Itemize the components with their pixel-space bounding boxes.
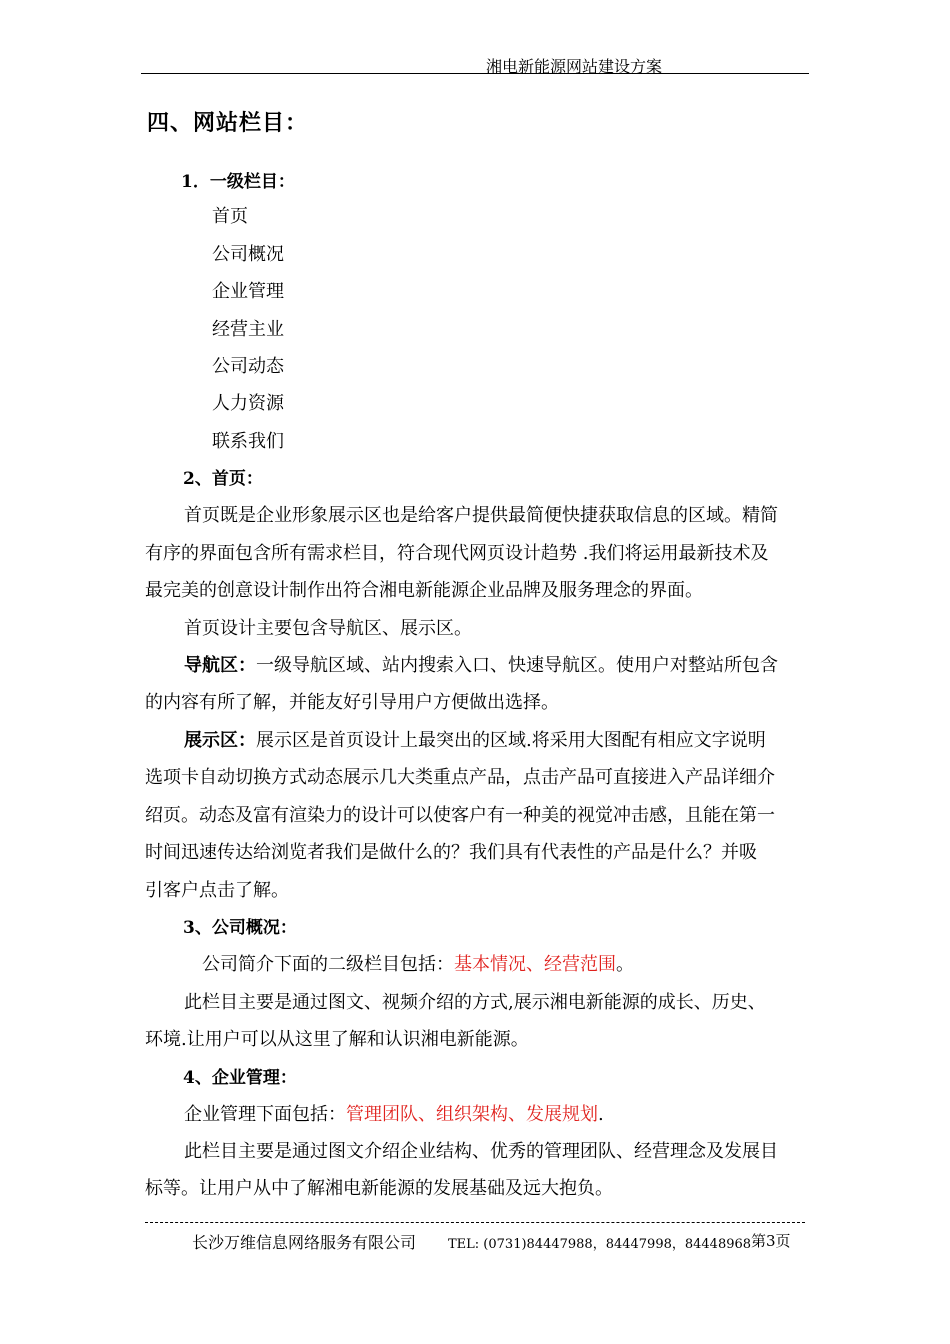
s3-p1-post: 。 (616, 954, 634, 975)
nav-item-business: 经营主业 (212, 319, 284, 340)
s4-heading: 4、企业管理： (183, 1068, 297, 1088)
s3-p1-pre: 公司简介下面的二级栏目包括： (202, 954, 454, 975)
s2-show-line2: 选项卡自动切换方式动态展示几大类重点产品，点击产品可直接进入产品详细介 (145, 767, 775, 788)
s4-subsections-highlight: 管理团队、组织架构、发展规划 (346, 1104, 598, 1125)
s2-show-line5: 引客户点击了解。 (145, 880, 289, 901)
s2-show-line3: 绍页。动态及富有渲染力的设计可以使客户有一种美的视觉冲击感，且能在第一 (145, 805, 775, 826)
s2-p1-line3: 最完美的创意设计制作出符合湘电新能源企业品牌及服务理念的界面。 (145, 580, 703, 601)
nav-item-hr: 人力资源 (212, 393, 284, 414)
section-title: 四、网站栏目： (147, 110, 309, 136)
nav-item-contact: 联系我们 (212, 431, 284, 452)
s2-p1-line1: 首页既是企业形象展示区也是给客户提供最简便快捷获取信息的区域。精简 (184, 505, 778, 526)
s3-p1 (202, 950, 634, 976)
s3-p2-line1: 此栏目主要是通过图文、视频介绍的方式,展示湘电新能源的成长、历史、 (184, 992, 766, 1013)
footer-rule (145, 1222, 805, 1223)
s1-heading: 1．一级栏目： (181, 172, 295, 192)
s4-p1-post: . (598, 1104, 604, 1125)
s4-p2-line2: 标等。让用户从中了解湘电新能源的发展基础及远大抱负。 (145, 1178, 613, 1199)
s3-p2-line2: 环境.让用户可以从这里了解和认识湘电新能源。 (145, 1029, 529, 1050)
s2-heading: 2、首页： (183, 469, 263, 489)
show-area-text: 展示区是首页设计上最突出的区域.将采用大图配有相应文字说明 (256, 730, 766, 751)
nav-item-home: 首页 (212, 206, 248, 227)
nav-item-news: 公司动态 (212, 356, 284, 377)
s4-p1-pre: 企业管理下面包括： (184, 1104, 346, 1125)
s4-p1 (184, 1100, 604, 1126)
header-rule (141, 73, 809, 74)
nav-item-management: 企业管理 (212, 281, 284, 302)
page-number: 第3页 (751, 1232, 791, 1250)
nav-item-company-overview: 公司概况 (212, 244, 284, 265)
footer-tel: TEL: (0731)84447988，84447998，84448968 (448, 1237, 752, 1252)
nav-area-text: 一级导航区域、站内搜索入口、快速导航区。使用户对整站所包含 (256, 655, 778, 676)
show-area-label: 展示区： (184, 730, 256, 751)
s4-p2-line1: 此栏目主要是通过图文介绍企业结构、优秀的管理团队、经营理念及发展目 (184, 1141, 778, 1162)
footer-company: 长沙万维信息网络服务有限公司 (192, 1233, 417, 1252)
s2-nav-line2: 的内容有所了解，并能友好引导用户方便做出选择。 (145, 692, 559, 713)
s2-show-line4: 时间迅速传达给浏览者我们是做什么的？我们具有代表性的产品是什么？并吸 (145, 842, 757, 863)
running-header: 湘电新能源网站建设方案 (486, 57, 663, 76)
s3-heading: 3、公司概况： (183, 918, 297, 938)
s2-nav-line1 (184, 651, 778, 677)
s2-show-line1 (184, 726, 766, 752)
s2-p1-line2: 有序的界面包含所有需求栏目，符合现代网页设计趋势 .我们将运用最新技术及 (145, 543, 769, 564)
nav-area-label: 导航区： (184, 655, 256, 676)
s3-subsections-highlight: 基本情况、经营范围 (454, 954, 616, 975)
s2-p2: 首页设计主要包含导航区、展示区。 (184, 618, 472, 639)
